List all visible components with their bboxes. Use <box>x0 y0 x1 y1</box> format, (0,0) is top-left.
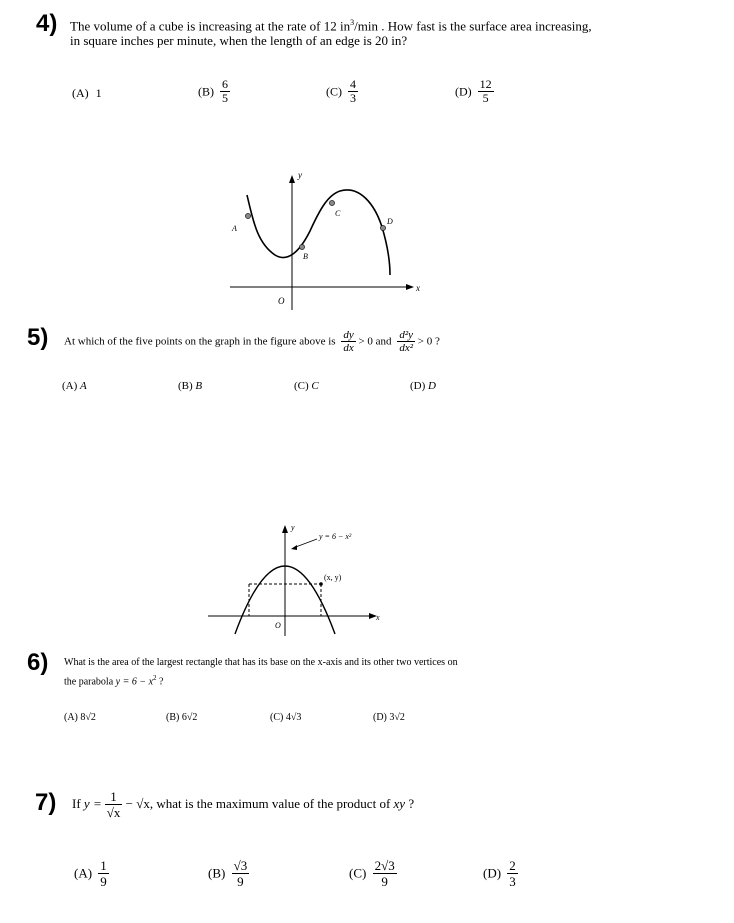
option-value: A <box>80 380 87 392</box>
origin-label: O <box>275 621 281 630</box>
option-value: B <box>195 380 203 392</box>
q6-option-c[interactable] <box>270 711 301 725</box>
curve-label-arrow <box>291 545 297 550</box>
point-c-marker <box>329 200 334 205</box>
question-4-text-line1 <box>70 15 592 34</box>
y-axis-arrow <box>289 175 295 183</box>
q5-option-d[interactable] <box>410 379 436 393</box>
question-7-text <box>72 786 414 821</box>
q6-option-d[interactable] <box>373 711 405 725</box>
option-value: 3√2 <box>389 712 405 723</box>
option-label: (B) <box>198 84 214 99</box>
option-label: (C) <box>294 380 309 392</box>
q5-condition-2: > 0 ? <box>417 335 440 348</box>
q5-option-c[interactable] <box>294 379 319 393</box>
origin-label: O <box>278 296 285 306</box>
option-value: 6√2 <box>181 712 198 723</box>
q7-equation-rest: − √x <box>125 796 150 812</box>
question-7-number: 7) <box>35 789 57 816</box>
q7-text-part: If <box>72 796 81 812</box>
q6-text-part: the parabola <box>64 676 114 688</box>
vertex-point <box>319 582 323 586</box>
option-label: (D) <box>483 865 502 881</box>
dy-dx-fraction: $\frac{dy}{dx}$ <box>343 328 354 354</box>
q5-curve <box>247 190 390 275</box>
option-value: D <box>428 380 436 392</box>
point-d-marker <box>380 225 385 230</box>
question-6-text-line1: What is the area of the largest rectangle that has its base on the x-axis and its other two vertices on <box>64 657 458 668</box>
question-5-number: 5) <box>27 324 49 351</box>
question-4-text-line2: in square inches per minute, when the length of an edge is 20 in? <box>70 33 408 48</box>
option-label: (B) <box>208 865 226 881</box>
option-fraction: $\frac{4}{3}$ <box>350 77 356 105</box>
second-derivative-fraction: $\frac{\text{d²y}}{\text{dx²}}$ <box>399 328 413 354</box>
question-6-text-line2 <box>64 671 163 689</box>
q4-sup: 3 <box>350 18 355 27</box>
option-fraction: $\frac{6}{5}$ <box>222 77 228 105</box>
option-fraction: $\frac{2}{3}$ <box>509 858 516 889</box>
point-b-marker <box>299 244 304 249</box>
question-4-number: 4) <box>36 10 58 37</box>
q6-option-a[interactable] <box>64 711 96 725</box>
option-label: (A) <box>72 86 89 100</box>
q7-option-d[interactable] <box>483 858 518 889</box>
option-label: (D) <box>455 84 472 99</box>
q5-condition-1: > 0 and <box>358 335 392 348</box>
q4-text-part: /min . How fast is the surface area increasing, <box>354 18 592 34</box>
y-axis-arrow <box>282 525 288 533</box>
option-label: (D) <box>373 712 387 723</box>
curve-label: y = 6 − x² <box>319 532 352 541</box>
option-fraction: $\frac{12}{5}$ <box>479 77 492 105</box>
q5-option-a[interactable] <box>62 379 87 393</box>
option-value: 1 <box>95 86 102 100</box>
q5-text-part: At which of the five points on the graph in the figure above is <box>64 335 336 348</box>
option-label: (C) <box>326 84 342 99</box>
q4-option-a[interactable] <box>72 86 102 100</box>
q5-graph <box>220 165 430 315</box>
option-fraction: $\frac{1}{9}$ <box>100 858 107 889</box>
q7-option-a[interactable] <box>74 858 109 889</box>
option-value: 4√3 <box>285 712 302 723</box>
q6-graph <box>205 518 385 638</box>
q7-text-part: , what is the maximum value of the product of <box>149 796 391 812</box>
option-fraction: $\frac{2√3}{9}$ <box>374 858 395 889</box>
option-label: (A) <box>74 865 93 881</box>
point-a-label: A <box>232 224 237 233</box>
option-value: C <box>311 380 319 392</box>
point-c-label: C <box>335 209 341 218</box>
q4-option-c[interactable] <box>326 78 358 105</box>
q6-text-part: ? <box>156 676 164 688</box>
q6-sup: 2 <box>153 674 157 682</box>
q4-option-b[interactable] <box>198 78 230 105</box>
q7-option-c[interactable] <box>349 858 397 889</box>
x-axis-label: x <box>416 283 420 293</box>
x-axis-arrow <box>406 284 414 290</box>
option-label: (D) <box>410 380 426 392</box>
q4-text-part: The volume of a cube is increasing at the rate of 12 in <box>70 18 351 34</box>
option-fraction: $\frac{√3}{9}$ <box>233 858 248 889</box>
option-label: (B) <box>166 712 180 723</box>
y-axis-label: y <box>291 523 295 532</box>
option-label: (C) <box>270 712 284 723</box>
point-d-label: D <box>387 217 393 226</box>
q6-option-b[interactable] <box>166 711 197 725</box>
option-label: (B) <box>178 380 193 392</box>
q7-equation-fraction: $\frac{1}{√x}$ <box>106 788 121 820</box>
question-5-text <box>64 328 440 354</box>
point-a-marker <box>245 213 250 218</box>
q7-equation-lhs: y = <box>83 796 102 812</box>
x-axis-label: x <box>376 613 380 622</box>
vertex-label: (x, y) <box>324 573 342 582</box>
question-6-number: 6) <box>27 649 49 676</box>
option-value: 8√2 <box>80 712 96 723</box>
option-label: (C) <box>349 865 367 881</box>
option-label: (A) <box>62 380 78 392</box>
point-b-label: B <box>303 252 308 261</box>
q5-option-b[interactable] <box>178 379 202 393</box>
q7-option-b[interactable] <box>208 858 249 889</box>
y-axis-label: y <box>298 170 302 180</box>
q7-product: xy <box>393 796 406 812</box>
option-label: (A) <box>64 712 78 723</box>
q4-option-d[interactable] <box>455 78 494 105</box>
q7-text-part: ? <box>408 796 415 812</box>
q6-equation: y = 6 − x <box>115 676 154 688</box>
